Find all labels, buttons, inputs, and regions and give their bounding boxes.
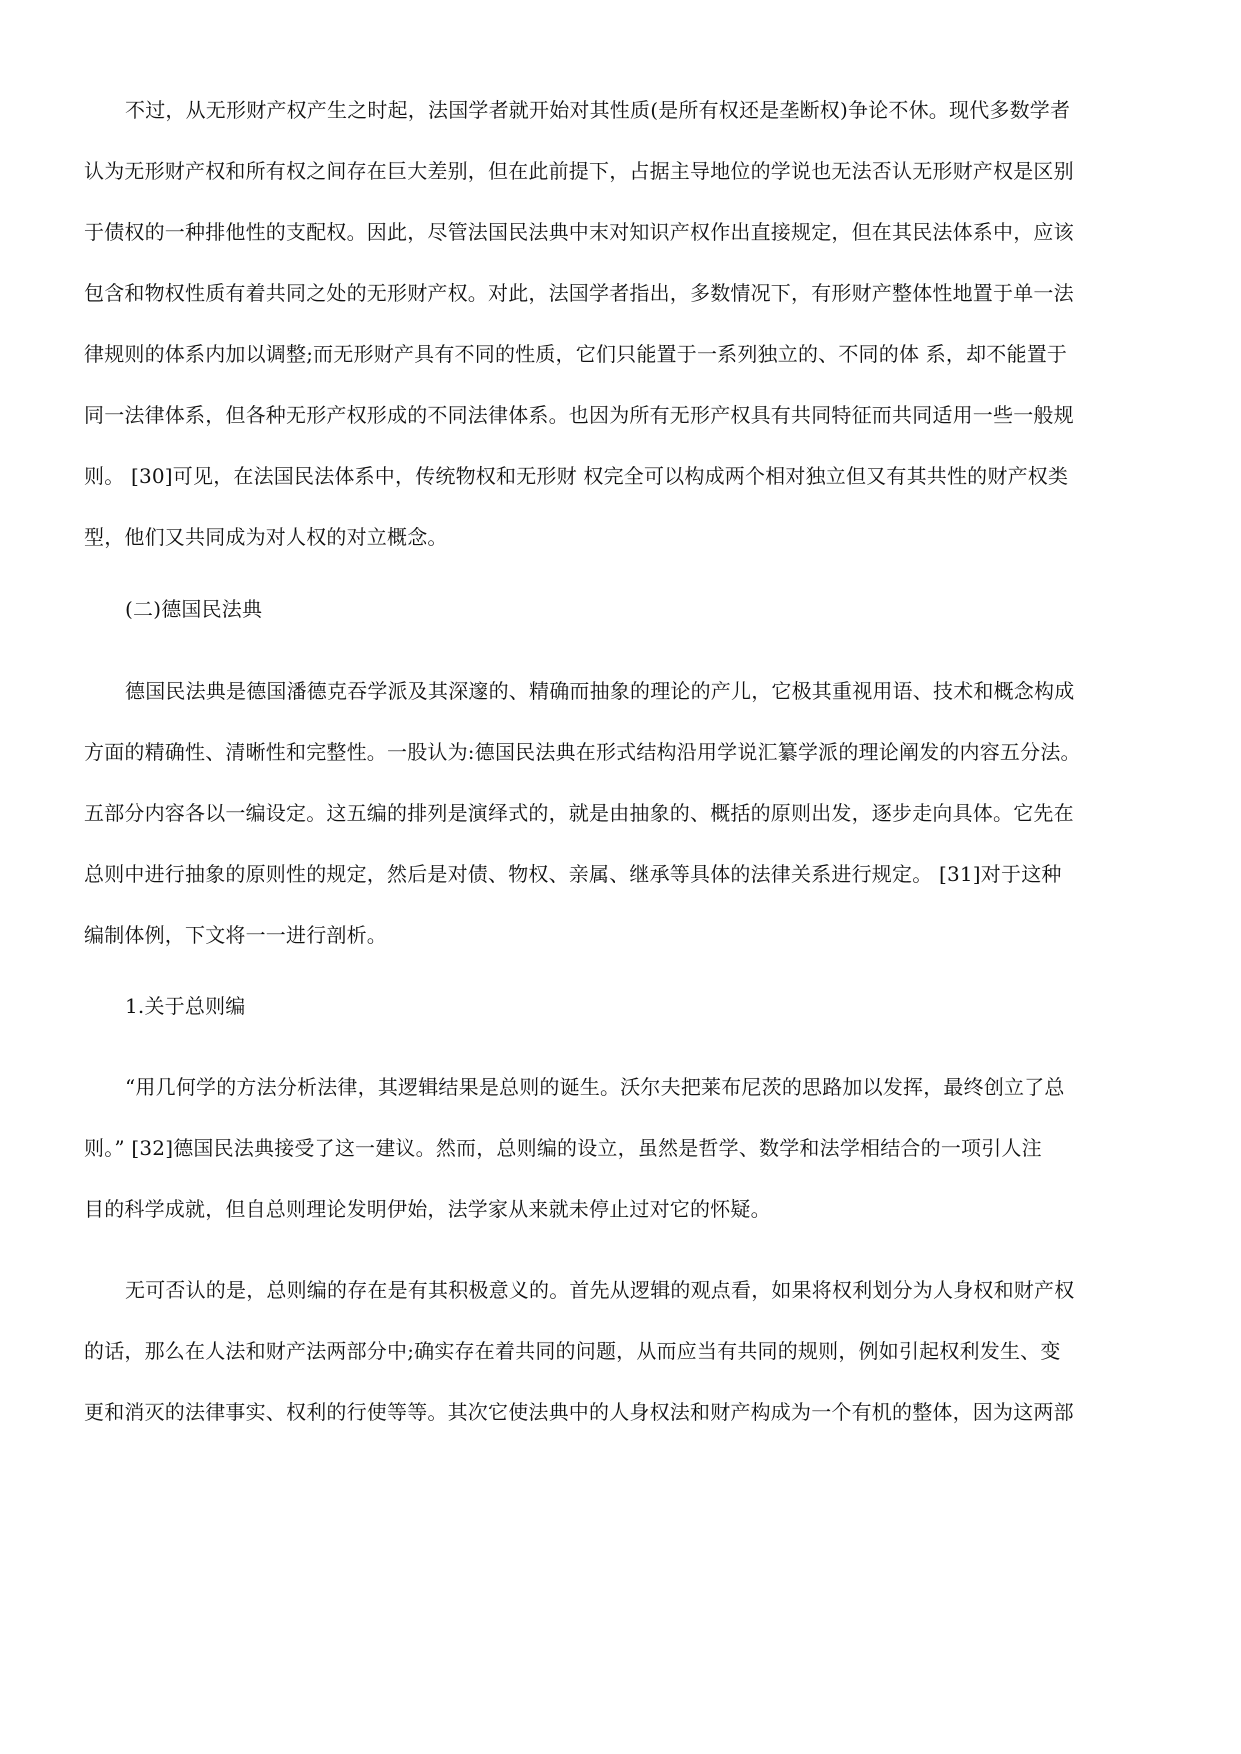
section-heading-german-civil-code: (二)德国民法典 [125,597,263,621]
paragraph-1-line-4: 包含和物权性质有着共同之处的无形财产权。对此，法国学者指出，多数情况下，有形财产整体性地置于单一法 [84,281,1074,305]
paragraph-4-line-1: 无可否认的是，总则编的存在是有其积极意义的。首先从逻辑的观点看，如果将权利划分为人身权和财产权 [125,1278,1075,1302]
paragraph-3-line-2: 则。” [32]德国民法典接受了这一建议。然而，总则编的设立，虽然是哲学、数学和法学相结合的一项引人注 [84,1136,1042,1160]
paragraph-1-line-2: 认为无形财产权和所有权之间存在巨大差别，但在此前提下，占据主导地位的学说也无法否认无形财产权是区别 [84,159,1074,183]
paragraph-2-line-3: 五部分内容各以一编设定。这五编的排列是演绎式的，就是由抽象的、概括的原则出发，逐步走向具体。它先在 [84,801,1074,825]
paragraph-2-line-4: 总则中进行抽象的原则性的规定，然后是对债、物权、亲属、继承等具体的法律关系进行规定。 [31]对于这种 [84,862,1062,886]
paragraph-1-line-7: 则。 [30]可见，在法国民法体系中，传统物权和无形财 权完全可以构成两个相对独立但又有其共性的财产权类 [84,464,1069,488]
paragraph-1-line-3: 于债权的一种排他性的支配权。因此，尽管法国民法典中末对知识产权作出直接规定，但在其民法体系中，应该 [84,220,1074,244]
paragraph-2-line-2: 方面的精确性、清晰性和完整性。一股认为:德国民法典在形式结构沿用学说汇纂学派的理论阐发的内容五分法。 [84,740,1081,764]
paragraph-1-line-6: 同一法律体系，但各种无形产权形成的不同法律体系。也因为所有无形产权具有共同特征而共同适用一些一般规 [84,403,1074,427]
paragraph-1-line-1: 不过，从无形财产权产生之时起，法国学者就开始对其性质(是所有权还是垄断权)争论不休。现代多数学者 [125,98,1071,122]
paragraph-4-line-2: 的话，那么在人法和财产法两部分中;确实存在着共同的问题，从而应当有共同的规则，例如引起权利发生、变 [84,1339,1061,1363]
subsection-heading-general-part: 1.关于总则编 [125,994,246,1018]
paragraph-3-line-3: 目的科学成就，但自总则理论发明伊始，法学家从来就未停止过对它的怀疑。 [84,1197,771,1221]
paragraph-1-line-5: 律规则的体系内加以调整;而无形财产具有不同的性质，它们只能置于一系列独立的、不同的体 系，却不能置于 [84,342,1068,366]
paragraph-2-line-5: 编制体例，下文将一一进行剖析。 [84,923,387,947]
paragraph-3-line-1: “用几何学的方法分析法律，其逻辑结果是总则的诞生。沃尔夫把莱布尼茨的思路加以发挥，最终创立了总 [125,1075,1065,1099]
paragraph-1-line-8: 型，他们又共同成为对人权的对立概念。 [84,525,448,549]
paragraph-4-line-3: 更和消灭的法律事实、权利的行使等等。其次它使法典中的人身权法和财产构成为一个有机的整体，因为这两部 [84,1400,1074,1424]
paragraph-2-line-1: 德国民法典是德国潘德克吞学派及其深邃的、精确而抽象的理论的产儿，它极其重视用语、技术和概念构成 [125,679,1075,703]
